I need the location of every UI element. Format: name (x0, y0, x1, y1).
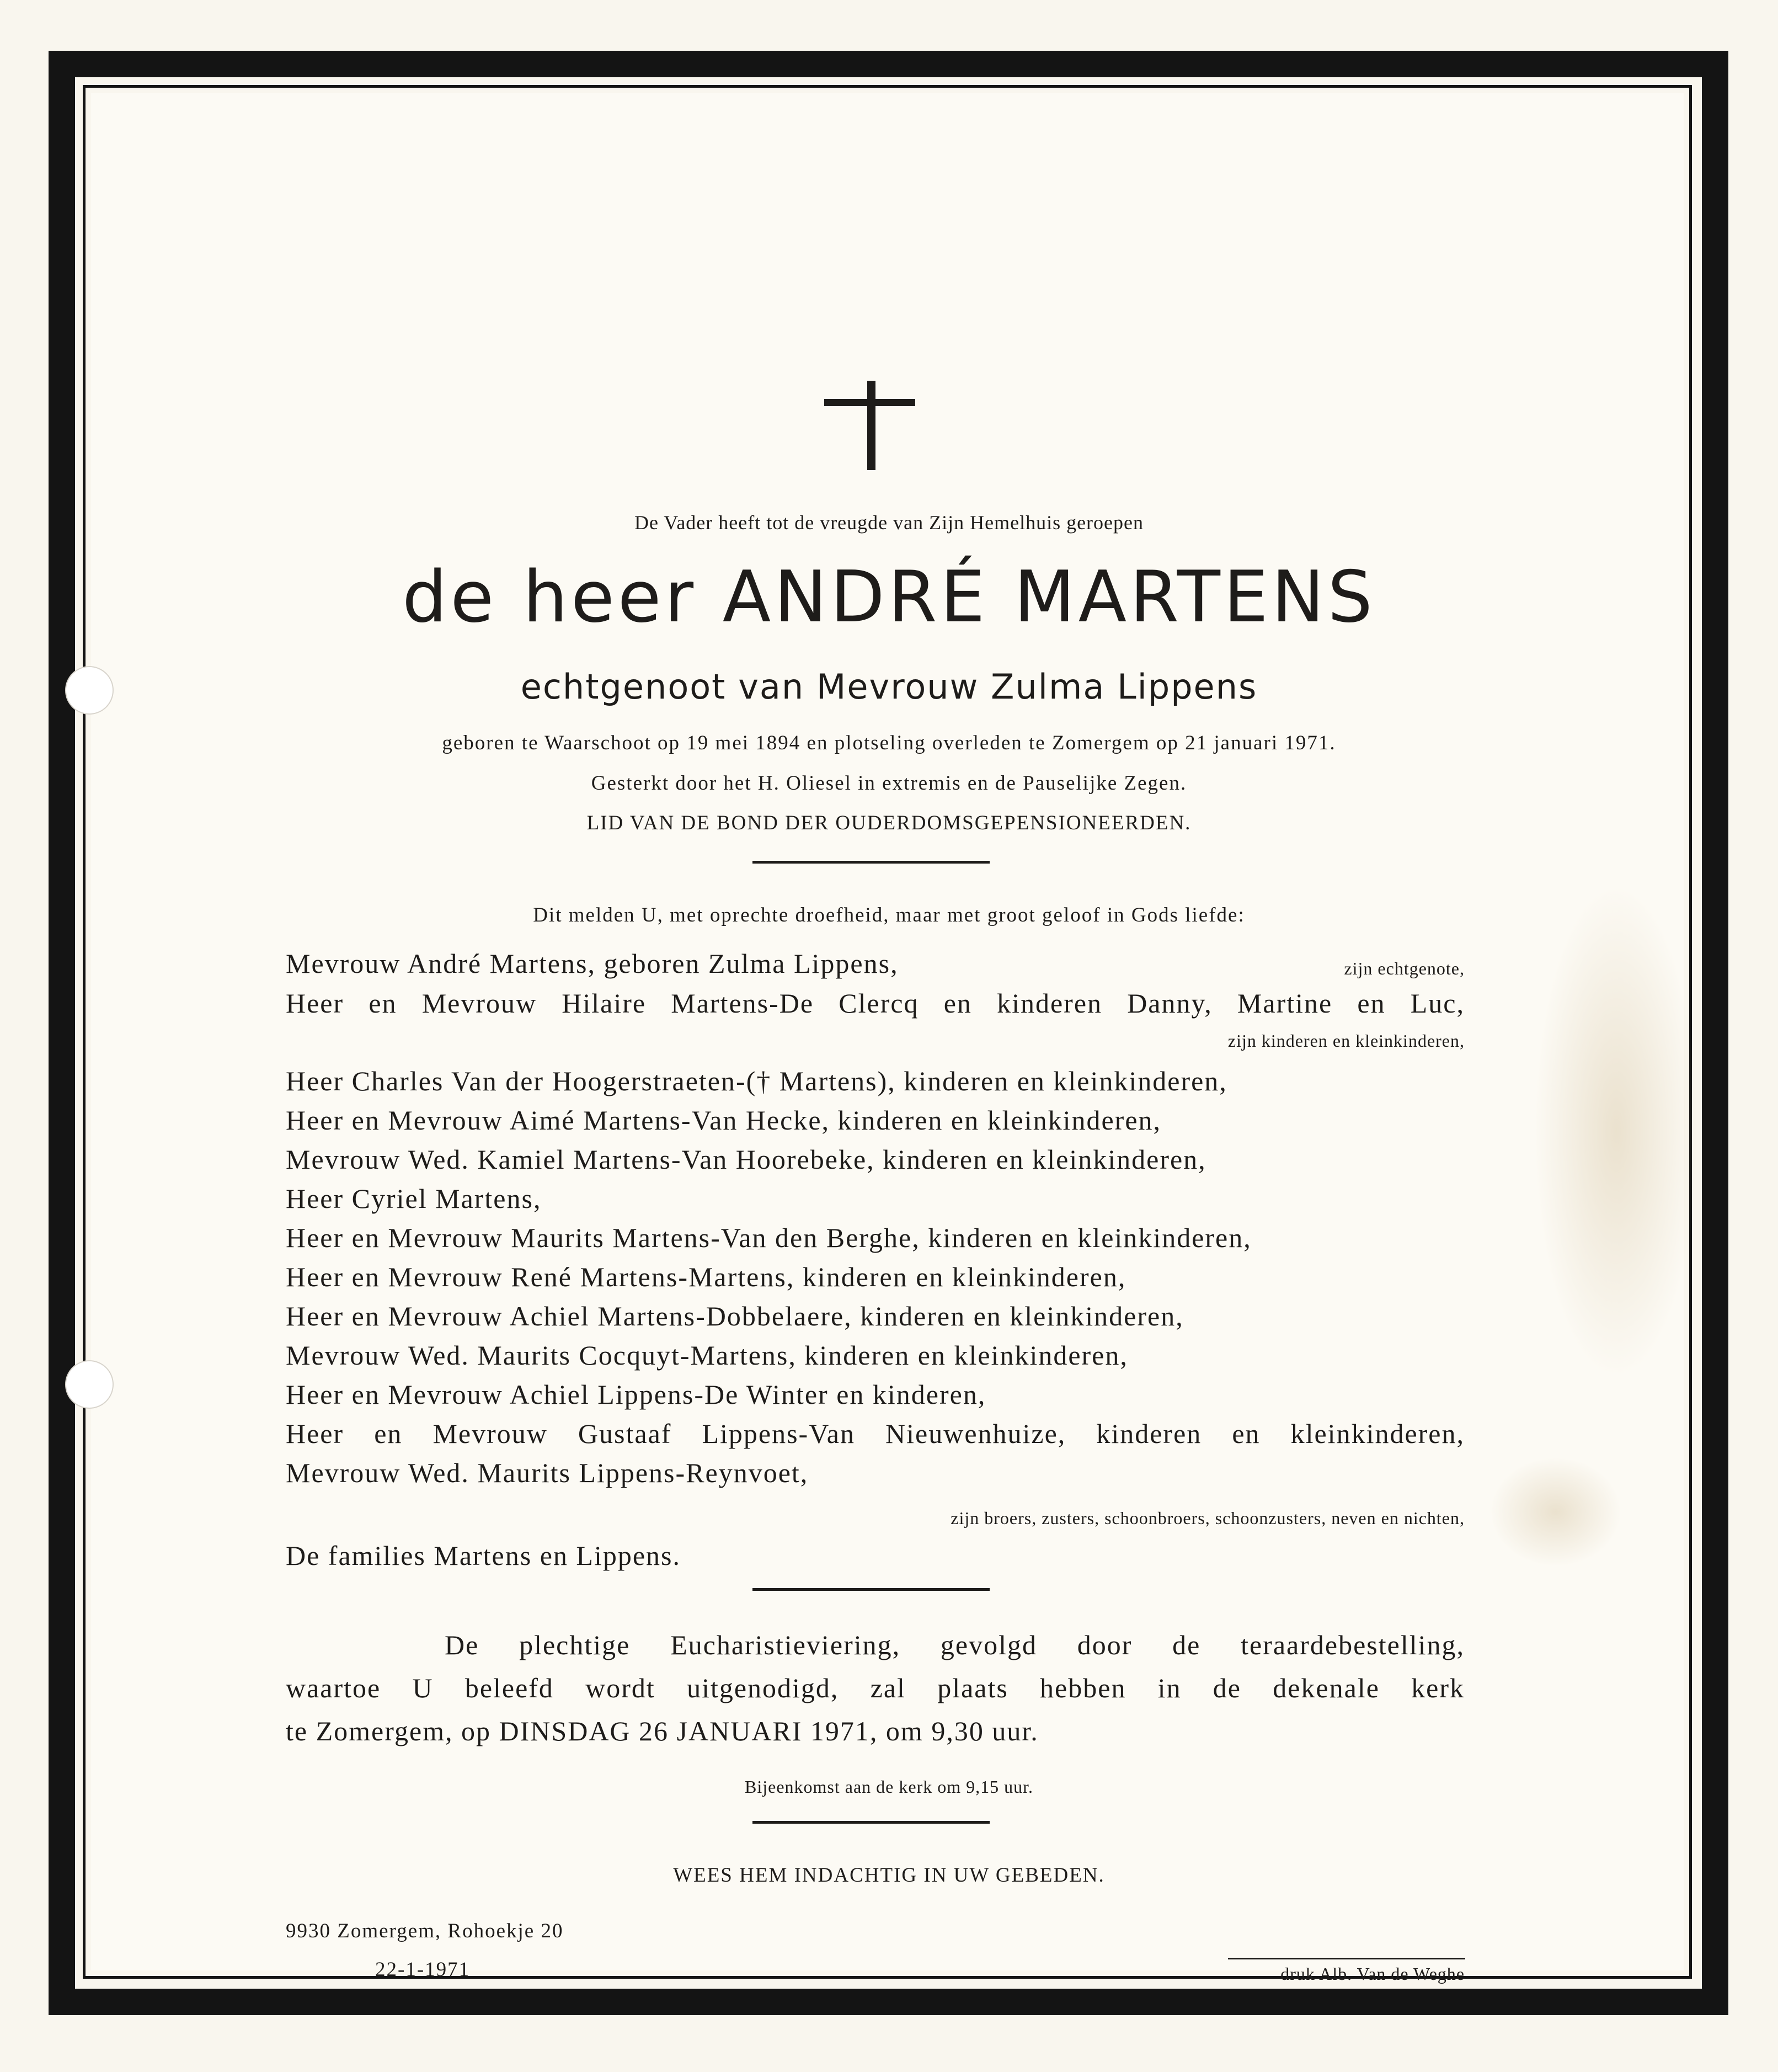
membership-line: LID VAN DE BOND DER OUDERDOMSGEPENSIONEERDEN. (586, 812, 1192, 834)
widow-role: zijn echtgenote, (1344, 958, 1465, 978)
gathering-line: Bijeenkomst aan de kerk om 9,15 uur. (744, 1777, 1033, 1797)
service-line-1: De plechtige Eucharistieviering, gevolgd door de teraardebestelling, (445, 1629, 1465, 1660)
relative-line: Heer Charles Van der Hoogerstraeten-(† Martens), kinderen en kleinkinderen, (286, 1066, 1227, 1096)
service-line-3: te Zomergem, op DINSDAG 26 JANUARI 1971, om 9,30 uur. (286, 1716, 1039, 1746)
printer-credit: druk Alb. Van de Weghe (1280, 1964, 1465, 1984)
relative-line: Heer en Mevrouw René Martens-Martens, kinderen en kleinkinderen, (286, 1261, 1126, 1292)
relative-line: Heer en Mevrouw Achiel Martens-Dobbelaere, kinderen en kleinkinderen, (286, 1301, 1184, 1331)
relative-line: Mevrouw Wed. Maurits Cocquyt-Martens, kinderen en kleinkinderen, (286, 1340, 1128, 1371)
widow-line: Mevrouw André Martens, geboren Zulma Lippens, (286, 948, 899, 979)
relatives-role: zijn broers, zusters, schoonbroers, schoonzusters, neven en nichten, (951, 1508, 1465, 1528)
sacrament-line: Gesterkt door het H. Oliesel in extremis en de Pauselijke Zegen. (591, 772, 1187, 795)
relative-line: Mevrouw Wed. Kamiel Martens-Van Hoorebeke, kinderen en kleinkinderen, (286, 1144, 1206, 1175)
divider-2 (752, 1588, 990, 1591)
cross-icon (824, 381, 918, 475)
relative-line: Heer en Mevrouw Aimé Martens-Van Hecke, kinderen en kleinkinderen, (286, 1105, 1162, 1136)
punch-hole-bottom (65, 1360, 114, 1409)
relative-line: Heer en Mevrouw Maurits Martens-Van den Berghe, kinderen en kleinkinderen, (286, 1222, 1252, 1253)
relative-line: Mevrouw Wed. Maurits Lippens-Reynvoet, (286, 1457, 809, 1488)
printer-rule (1228, 1958, 1465, 1959)
deceased-name: de heer ANDRÉ MARTENS (402, 556, 1376, 638)
service-line-2: waartoe U beleefd wordt uitgenodigd, zal plaats hebben in de dekenale kerk (286, 1672, 1465, 1703)
announcement-intro: Dit melden U, met oprechte droefheid, maar met groot geloof in Gods liefde: (533, 904, 1245, 926)
spouse-line: echtgenoot van Mevrouw Zulma Lippens (520, 667, 1258, 707)
intro-text: De Vader heeft tot de vreugde van Zijn Hemelhuis geroepen (634, 512, 1144, 534)
address: 9930 Zomergem, Rohoekje 20 (286, 1920, 564, 1942)
birth-death-line: geboren te Waarschoot op 19 mei 1894 en plotseling overleden te Zomergem op 21 januari 1971. (442, 732, 1336, 754)
divider-1 (752, 861, 990, 864)
families-line: De families Martens en Lippens. (286, 1540, 681, 1571)
relative-line: Heer Cyriel Martens, (286, 1183, 542, 1214)
closing-prayer: WEES HEM INDACHTIG IN UW GEBEDEN. (673, 1864, 1105, 1887)
divider-3 (752, 1821, 990, 1824)
issue-date: 22-1-1971 (375, 1958, 471, 1981)
children-line: Heer en Mevrouw Hilaire Martens-De Clercq en kinderen Danny, Martine en Luc, (286, 988, 1465, 1019)
children-role: zijn kinderen en kleinkinderen, (1227, 1031, 1465, 1051)
relative-line: Heer en Mevrouw Achiel Lippens-De Winter en kinderen, (286, 1379, 986, 1410)
relative-line: Heer en Mevrouw Gustaaf Lippens-Van Nieuwenhuize, kinderen en kleinkinderen, (286, 1418, 1465, 1449)
